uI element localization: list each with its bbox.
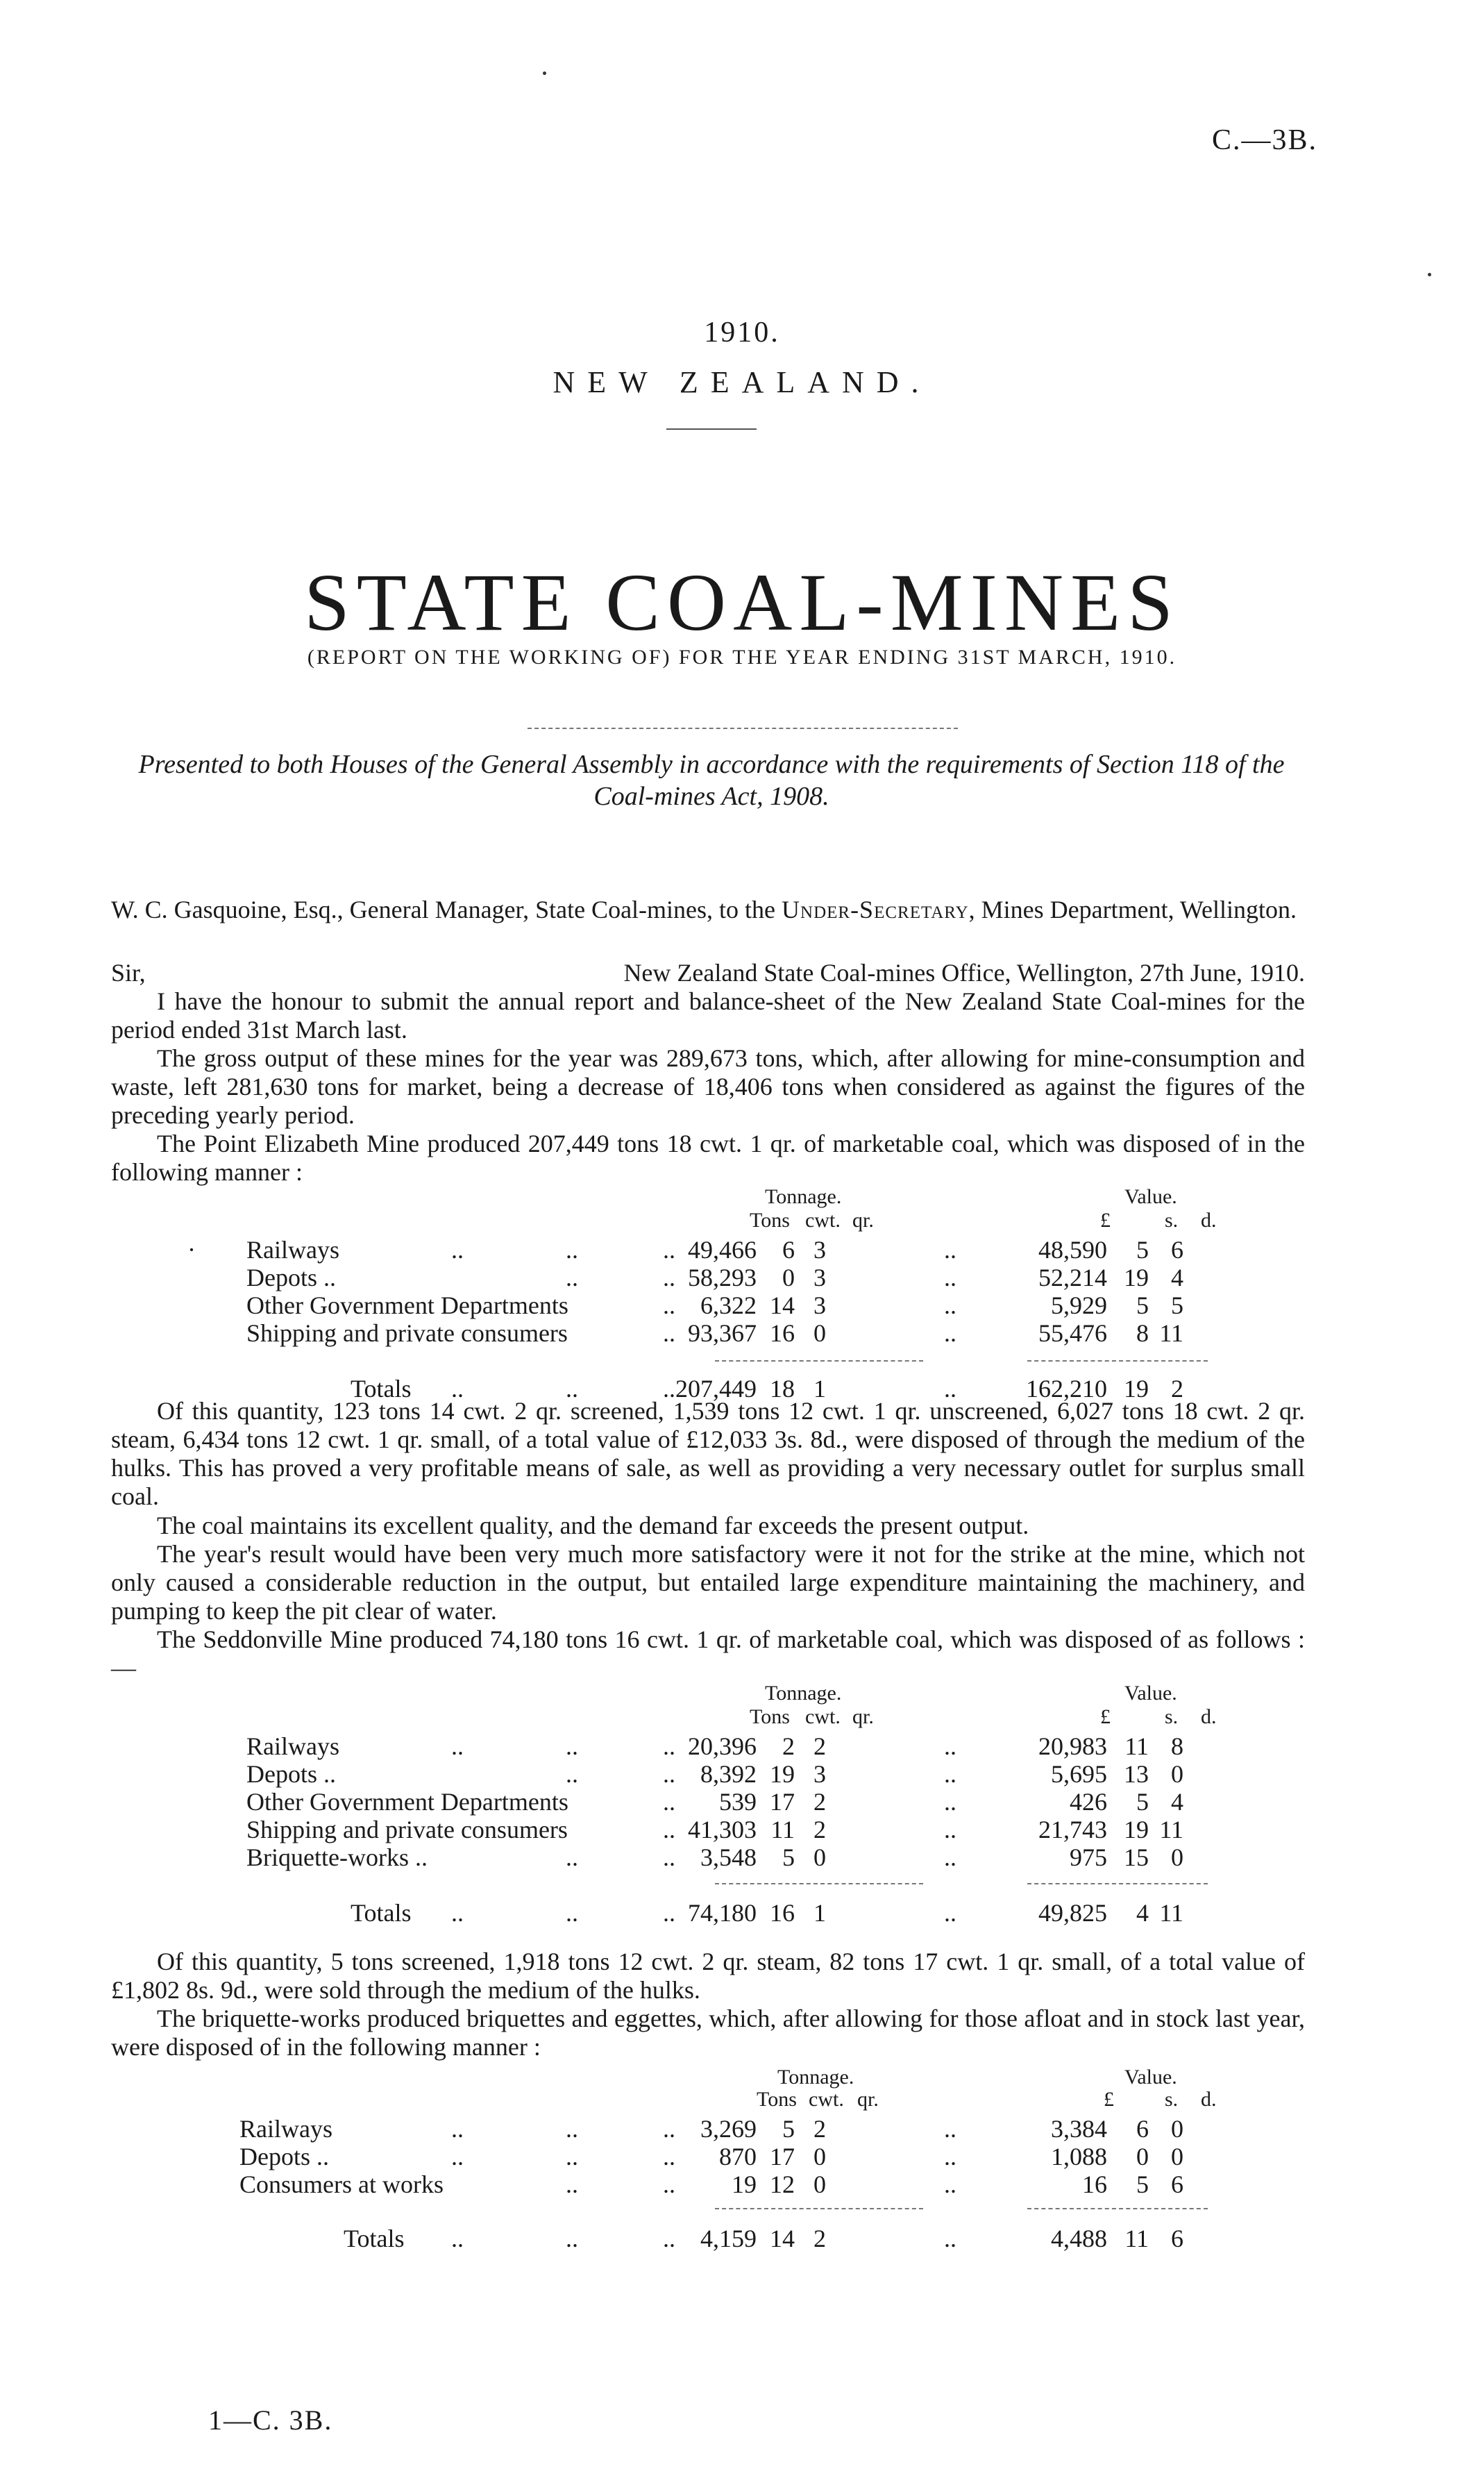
table-row xyxy=(111,1263,1305,1291)
table-cell: 5 xyxy=(1171,1291,1183,1319)
table-cell: 5 xyxy=(782,2115,795,2143)
table-cell: 2 xyxy=(813,1816,826,1843)
table-cell: 0 xyxy=(1136,2143,1149,2170)
table-cell: .. xyxy=(944,2115,956,2143)
table-cell: 0 xyxy=(813,2143,826,2170)
tons-header: Tons xyxy=(757,2088,797,2111)
table-cell: .. xyxy=(663,2225,675,2252)
table-cell: 11 xyxy=(1159,1816,1183,1843)
table-cell: 20,983 xyxy=(1038,1732,1107,1760)
table-cell: 0 xyxy=(1171,2143,1183,2170)
table-cell: 6,322 xyxy=(700,1291,757,1319)
table-rule xyxy=(1027,1883,1208,1884)
table-cell: 3 xyxy=(813,1760,826,1788)
table-cell: Railways xyxy=(239,2115,332,2143)
table-cell: · xyxy=(187,1236,196,1264)
document-title: STATE COAL-MINES xyxy=(304,557,1180,648)
table-cell: 58,293 xyxy=(688,1264,757,1291)
table-cell: .. xyxy=(944,1899,956,1927)
value-header: Value. xyxy=(1124,1682,1177,1705)
divider xyxy=(666,428,757,430)
table-cell: Depots .. xyxy=(239,2143,329,2170)
table-cell: 4 xyxy=(1171,1788,1183,1816)
table-row xyxy=(111,1235,1305,1263)
table-cell: .. xyxy=(451,1899,464,1927)
table-cell: 3 xyxy=(813,1264,826,1291)
table-cell: 870 xyxy=(719,2143,757,2170)
table-cell: .. xyxy=(663,1788,675,1816)
qr-header: qr. xyxy=(857,2088,879,2111)
shillings-header: s. xyxy=(1165,1209,1179,1232)
table-rule xyxy=(1027,1360,1208,1362)
table-cell: 6 xyxy=(1171,1236,1183,1264)
table-cell: 2 xyxy=(813,2225,826,2252)
table-cell: 74,180 xyxy=(688,1899,757,1927)
table-cell: 4 xyxy=(1136,1899,1149,1927)
table-cell: 19 xyxy=(1124,1264,1149,1291)
table-cell: 1,088 xyxy=(1051,2143,1107,2170)
pounds-header: £ xyxy=(1104,2088,1114,2111)
table-row xyxy=(111,1815,1305,1843)
table-cell: 1 xyxy=(813,1899,826,1927)
table-cell: Consumers at works xyxy=(239,2170,444,2198)
table-cell: .. xyxy=(566,1375,578,1403)
table-rule xyxy=(715,2208,923,2209)
table-cell: .. xyxy=(566,1899,578,1927)
table-cell: .. xyxy=(663,1899,675,1927)
table-cell: 17 xyxy=(770,2143,795,2170)
table-cell: .. xyxy=(944,1375,956,1403)
table-cell: .. xyxy=(944,1264,956,1291)
paragraph-1: I have the honour to submit the annual report and balance-sheet of the New Zealand State Coal-mines for the period ended 31st March last. xyxy=(111,987,1305,1044)
pence-header: d. xyxy=(1201,1705,1217,1728)
table-cell: 8,392 xyxy=(700,1760,757,1788)
tons-header: Tons xyxy=(750,1705,790,1728)
salutation: Sir, xyxy=(111,959,146,987)
table-row xyxy=(111,1843,1305,1871)
table-cell: .. xyxy=(663,1264,675,1291)
table-cell: Shipping and private consumers xyxy=(246,1816,568,1843)
table-cell: .. xyxy=(944,2143,956,2170)
table-cell: .. xyxy=(566,1236,578,1264)
table-cell: .. xyxy=(663,1236,675,1264)
table-rule xyxy=(715,1883,923,1884)
table-cell: 3 xyxy=(813,1236,826,1264)
table-cell: .. xyxy=(663,2143,675,2170)
table-cell: 49,466 xyxy=(688,1236,757,1264)
qr-header: qr. xyxy=(852,1209,874,1232)
table-cell: .. xyxy=(663,1319,675,1347)
dateline: New Zealand State Coal-mines Office, Wellington, 27th June, 1910. xyxy=(623,959,1305,987)
table-cell: 5 xyxy=(1136,1291,1149,1319)
table-cell: .. xyxy=(663,1760,675,1788)
table-cell: 49,825 xyxy=(1038,1899,1107,1927)
table-cell: .. xyxy=(663,1816,675,1843)
table-cell: .. xyxy=(566,2115,578,2143)
cwt-header: cwt. xyxy=(809,2088,844,2111)
table-cell: 11 xyxy=(1124,1732,1149,1760)
table-rule xyxy=(715,1360,923,1362)
table-cell: Other Government Departments xyxy=(246,1291,568,1319)
table-cell: .. xyxy=(566,2225,578,2252)
table-row xyxy=(111,1759,1305,1787)
table-cell: 0 xyxy=(782,1264,795,1291)
table-cell: 0 xyxy=(1171,1843,1183,1871)
table-cell: 55,476 xyxy=(1038,1319,1107,1347)
table-cell: 5,695 xyxy=(1051,1760,1107,1788)
table-cell: 2 xyxy=(1171,1375,1183,1403)
table-cell: Depots .. xyxy=(246,1760,336,1788)
table-cell: .. xyxy=(944,1760,956,1788)
table-row xyxy=(111,2142,1305,2170)
table-cell: 19 xyxy=(1124,1375,1149,1403)
table-cell: 5 xyxy=(1136,2170,1149,2198)
table-cell: 14 xyxy=(770,1291,795,1319)
table-cell: 0 xyxy=(1171,2115,1183,2143)
table-cell: 4,159 xyxy=(700,2225,757,2252)
table-cell: 2 xyxy=(813,2115,826,2143)
table-cell: 2 xyxy=(813,1788,826,1816)
table-cell: .. xyxy=(663,2115,675,2143)
table-cell: 14 xyxy=(770,2225,795,2252)
table-total-row xyxy=(111,1898,1305,1926)
paragraph-8: Of this quantity, 5 tons screened, 1,918 tons 12 cwt. 2 qr. steam, 82 tons 17 cwt. 1 qr. small, of a total value of £1,802 8s. 9d., were sold through the medium of the hulks. xyxy=(111,1948,1305,2004)
table-cell: .. xyxy=(663,1291,675,1319)
table-cell: 16 xyxy=(770,1319,795,1347)
table-cell: 5 xyxy=(1136,1236,1149,1264)
table-row xyxy=(111,1787,1305,1815)
table-cell: 19 xyxy=(732,2170,757,2198)
table-row xyxy=(111,2114,1305,2142)
print-speck xyxy=(543,72,546,75)
table-cell: 0 xyxy=(813,1843,826,1871)
table-cell: 6 xyxy=(782,1236,795,1264)
print-speck xyxy=(1428,273,1431,276)
value-header: Value. xyxy=(1124,2066,1177,2089)
table-cell: .. xyxy=(944,1319,956,1347)
table-cell: 3,384 xyxy=(1051,2115,1107,2143)
tonnage-header: Tonnage. xyxy=(765,1185,842,1208)
table-cell: .. xyxy=(944,2225,956,2252)
shillings-header: s. xyxy=(1165,2088,1179,2111)
table-cell: Railways xyxy=(246,1236,339,1264)
table-cell: 975 xyxy=(1070,1843,1107,1871)
table-cell: 3,269 xyxy=(700,2115,757,2143)
pence-header: d. xyxy=(1201,2088,1217,2111)
table-cell: 6 xyxy=(1171,2225,1183,2252)
table-cell: 19 xyxy=(770,1760,795,1788)
shillings-header: s. xyxy=(1165,1705,1179,1728)
table-cell: 4,488 xyxy=(1051,2225,1107,2252)
table-cell: .. xyxy=(566,1760,578,1788)
pounds-header: £ xyxy=(1100,1209,1111,1232)
cover-year: 1910. xyxy=(704,317,780,349)
table-cell: 12 xyxy=(770,2170,795,2198)
document-reference: C.—3B. xyxy=(1211,124,1317,156)
table-cell: Briquette-works .. xyxy=(246,1843,428,1871)
table-cell: .. xyxy=(663,1732,675,1760)
table-cell: 48,590 xyxy=(1038,1236,1107,1264)
divider xyxy=(528,728,958,729)
table-cell: .. xyxy=(451,1236,464,1264)
table-cell: 162,210 xyxy=(1026,1375,1107,1403)
tonnage-header: Tonnage. xyxy=(765,1682,842,1705)
cwt-header: cwt. xyxy=(805,1705,841,1728)
addressee-title: Under-Secretary xyxy=(782,896,969,923)
cover-country: NEW ZEALAND. xyxy=(553,365,931,399)
table-cell: 41,303 xyxy=(688,1816,757,1843)
table-cell: 4 xyxy=(1171,1264,1183,1291)
table-cell: 0 xyxy=(813,1319,826,1347)
table-cell: 6 xyxy=(1136,2115,1149,2143)
table-cell: .. xyxy=(451,2143,464,2170)
table-cell: .. xyxy=(944,1843,956,1871)
table-cell: 20,396 xyxy=(688,1732,757,1760)
table-cell: 8 xyxy=(1136,1319,1149,1347)
table-cell: .. xyxy=(451,1732,464,1760)
table-cell: 2 xyxy=(813,1732,826,1760)
table-cell: 16 xyxy=(1082,2170,1107,2198)
tonnage-header: Tonnage. xyxy=(777,2066,854,2089)
table-cell: 8 xyxy=(1171,1732,1183,1760)
paragraph-9: The briquette-works produced briquettes and eggettes, which, after allowing for those afloat and in stock last year, were disposed of in the following manner : xyxy=(111,2005,1305,2061)
table-cell: 17 xyxy=(770,1788,795,1816)
table-cell: 539 xyxy=(719,1788,757,1816)
table-cell: 21,743 xyxy=(1038,1816,1107,1843)
table-cell: 3 xyxy=(813,1291,826,1319)
table-cell: Railways xyxy=(246,1732,339,1760)
table-row xyxy=(111,1291,1305,1319)
paragraph-7: The Seddonville Mine produced 74,180 tons 16 cwt. 1 qr. of marketable coal, which was disposed of as follows :— xyxy=(111,1625,1305,1682)
pounds-header: £ xyxy=(1100,1705,1111,1728)
table-cell: 0 xyxy=(1171,1760,1183,1788)
table-cell: .. xyxy=(451,2115,464,2143)
table-cell: Shipping and private consumers xyxy=(246,1319,568,1347)
table-cell: .. xyxy=(451,1375,464,1403)
table-cell: .. xyxy=(663,2170,675,2198)
table-row xyxy=(111,2170,1305,2198)
tons-header: Tons xyxy=(750,1209,790,1232)
table-cell: 6 xyxy=(1171,2170,1183,2198)
table-cell: .. xyxy=(566,1843,578,1871)
table-cell: .. xyxy=(944,1291,956,1319)
table-cell: Totals xyxy=(351,1375,412,1403)
table-cell: 5,929 xyxy=(1051,1291,1107,1319)
letter-addressee xyxy=(111,896,1305,924)
table-cell: 18 xyxy=(770,1375,795,1403)
table-cell: Other Government Departments xyxy=(246,1788,568,1816)
table-cell: 11 xyxy=(1124,2225,1149,2252)
paragraph-6: The year's result would have been very much more satisfactory were it not for the strike at the mine, which not only caused a considerable reduction in the output, but entailed large expenditure maintaining the machinery, and pumping to keep the pit clear of water. xyxy=(111,1540,1305,1625)
table-cell: 0 xyxy=(813,2170,826,2198)
table-cell: 5 xyxy=(782,1843,795,1871)
table-cell: .. xyxy=(566,2143,578,2170)
qr-header: qr. xyxy=(852,1705,874,1728)
table-total-row xyxy=(111,2224,1305,2252)
footer-reference: 1—C. 3B. xyxy=(208,2404,333,2436)
table-cell: 207,449 xyxy=(675,1375,757,1403)
table-cell: 13 xyxy=(1124,1760,1149,1788)
paragraph-4: Of this quantity, 123 tons 14 cwt. 2 qr. screened, 1,539 tons 12 cwt. 1 qr. unscreened, 6,027 tons 18 cwt. 2 qr. steam, 6,434 tons 12 cwt. 1 qr. small, of a total value of £12,033 3s. 8d., were disposed of through the medium of the hulks. This has proved a very profitable means of sale, as well as providing a very necessary outlet for surplus small coal. xyxy=(111,1397,1305,1510)
value-header: Value. xyxy=(1124,1185,1177,1208)
table-cell: 15 xyxy=(1124,1843,1149,1871)
addressee-end: , Mines Department, Wellington. xyxy=(968,896,1297,923)
table-cell: 5 xyxy=(1136,1788,1149,1816)
table-cell: 11 xyxy=(770,1816,795,1843)
table-cell: .. xyxy=(944,2170,956,2198)
table-rule xyxy=(1027,2208,1208,2209)
table-cell: 1 xyxy=(813,1375,826,1403)
presented-note: Presented to both Houses of the General Assembly in accordance with the requirements of Section 118 of the Coal-mines Act, 1908. xyxy=(138,750,1285,811)
document-subtitle: (REPORT ON THE WORKING OF) FOR THE YEAR ENDING 31ST MARCH, 1910. xyxy=(307,646,1177,669)
table-cell: .. xyxy=(663,1375,675,1403)
table-cell: 3,548 xyxy=(700,1843,757,1871)
paragraph-2: The gross output of these mines for the year was 289,673 tons, which, after allowing for mine-consumption and waste, left 281,630 tons for market, being a decrease of 18,406 tons when considered as against the figures of the preceding yearly period. xyxy=(111,1044,1305,1129)
table-cell: .. xyxy=(944,1236,956,1264)
table-cell: 426 xyxy=(1070,1788,1107,1816)
addressee-start: W. C. Gasquoine, Esq., General Manager, State Coal-mines, to the xyxy=(111,896,782,923)
table-cell: .. xyxy=(451,2225,464,2252)
table-cell: .. xyxy=(663,1843,675,1871)
paragraph-3: The Point Elizabeth Mine produced 207,449 tons 18 cwt. 1 qr. of marketable coal, which was disposed of in the following manner : xyxy=(111,1130,1305,1186)
cwt-header: cwt. xyxy=(805,1209,841,1232)
table-cell: 11 xyxy=(1159,1899,1183,1927)
table-cell: Totals xyxy=(351,1899,412,1927)
table-cell: Depots .. xyxy=(246,1264,336,1291)
table-cell: 11 xyxy=(1159,1319,1183,1347)
table-cell: 19 xyxy=(1124,1816,1149,1843)
table-cell: 93,367 xyxy=(688,1319,757,1347)
table-cell: Totals xyxy=(344,2225,405,2252)
table-cell: .. xyxy=(566,2170,578,2198)
table-cell: .. xyxy=(944,1732,956,1760)
table-cell: 52,214 xyxy=(1038,1264,1107,1291)
paragraph-5: The coal maintains its excellent quality, and the demand far exceeds the present output. xyxy=(157,1512,1029,1539)
table-row xyxy=(111,1319,1305,1346)
table-cell: 2 xyxy=(782,1732,795,1760)
pence-header: d. xyxy=(1201,1209,1217,1232)
table-cell: .. xyxy=(566,1264,578,1291)
table-cell: .. xyxy=(944,1816,956,1843)
table-cell: 16 xyxy=(770,1899,795,1927)
table-cell: .. xyxy=(566,1732,578,1760)
table-row xyxy=(111,1732,1305,1759)
table-cell: .. xyxy=(944,1788,956,1816)
